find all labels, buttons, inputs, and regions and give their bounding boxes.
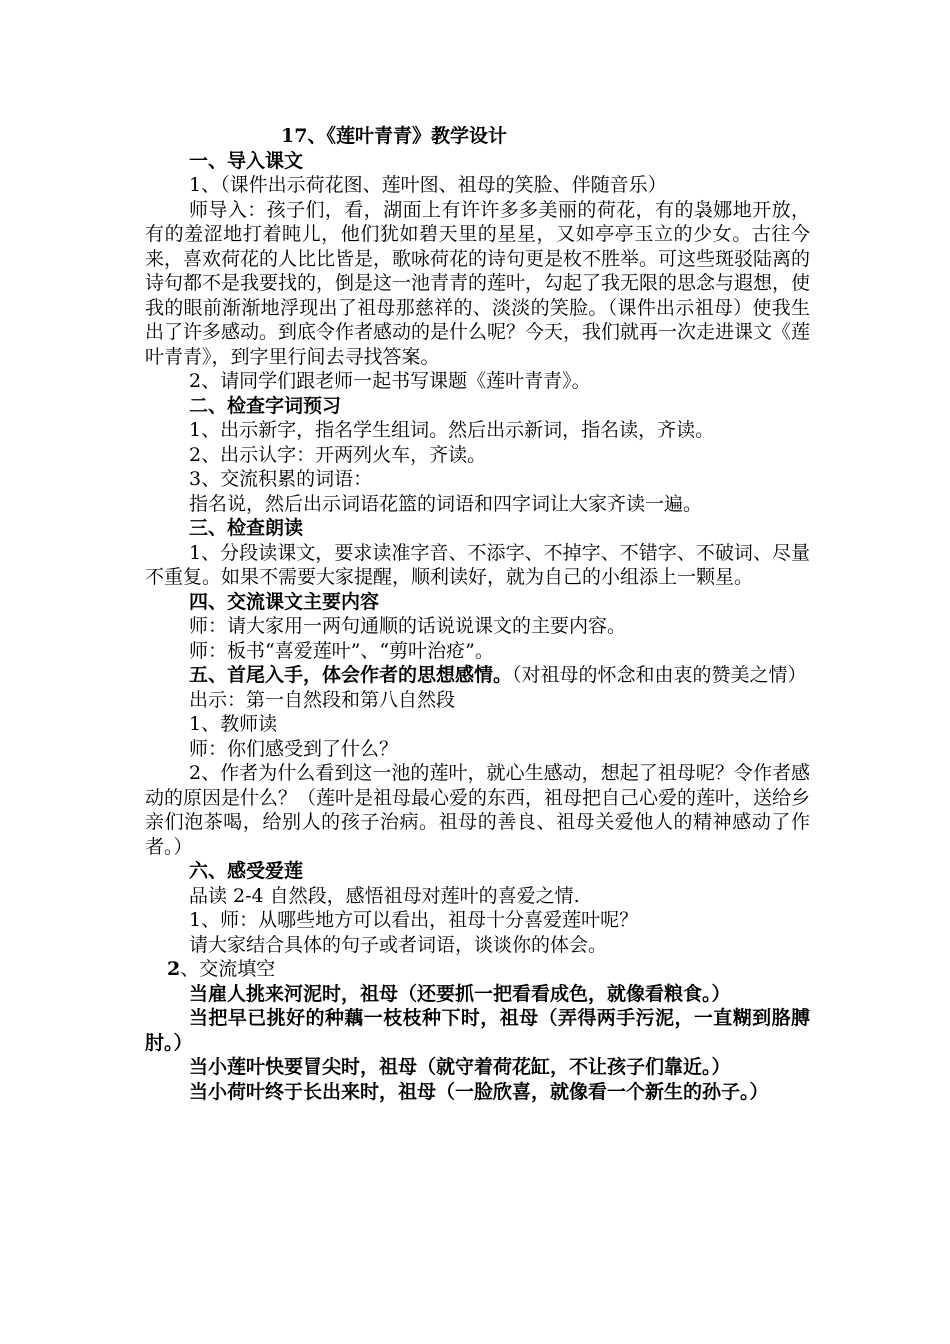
- fill-in-sentence: 当小荷叶终于长出来时，祖母（一脸欣喜，就像看一个新生的孙子。）: [189, 1080, 769, 1103]
- paragraph: 3、交流积累的词语：: [189, 468, 373, 490]
- page-title: 17、《莲叶青青》教学设计: [281, 125, 507, 147]
- paragraph: 1、出示新字，指名学生组词。然后出示新词，指名读，齐读。: [189, 419, 715, 441]
- list-text: 、交流填空: [180, 958, 276, 980]
- fill-in-sentence: 当把早已挑好的种藕一枝枝种下时，祖母（弄得两手污泥，一直糊到胳膊肘。）: [145, 1007, 810, 1054]
- paragraph: 2、请同学们跟老师一起书写课题《莲叶青青》。: [189, 370, 591, 392]
- paragraph: 1、分段读课文，要求读准字音、不添字、不掉字、不错字、不破词、尽量不重复。如果不需要大家提醒，顺利读好，就为自己的小组添上一颗星。: [145, 541, 810, 588]
- paragraph: 师：板书“喜爱莲叶”、“剪叶治疮”。: [189, 639, 494, 662]
- section-heading-5: 五、首尾入手，体会作者的思想感情。: [189, 664, 513, 686]
- list-number: 2: [167, 958, 181, 980]
- paragraph: 师导入：孩子们，看，湖面上有许许多多美丽的荷花，有的袅娜地开放，有的羞涩地打着盹儿，他们犹如碧天里的星星，又如亭亭玉立的少女。古往今来，喜欢荷花的人比比皆是，歌咏荷花的诗句更是枚不胜举。可这些斑驳陆离的诗句都不是我要找的，倒是这一池青青的莲叶，勾起了我无限的思念与遐想，使我的眼前渐渐地浮现出了祖母那慈祥的、淡淡的笑脸。（课件出示祖母）使我生出了许多感动。到底令作者感动的是什么呢？今天，我们就再一次走进课文《莲叶青青》，到字里行间去寻找答案。: [145, 198, 811, 368]
- paragraph: 2、出示认字：开两列火车，齐读。: [189, 443, 487, 466]
- document-page: [145, 124, 810, 1104]
- paragraph: 品读 2-4 自然段，感悟祖母对莲叶的喜爱之情.: [189, 884, 580, 907]
- section-heading-3: 三、检查朗读: [189, 517, 304, 539]
- section-heading-6: 六、感受爱莲: [189, 860, 304, 882]
- fill-in-sentence: 当小莲叶快要冒尖时，祖母（就守着荷花缸，不让孩子们靠近。）: [189, 1056, 731, 1078]
- paragraph: 师：你们感受到了什么？: [189, 737, 399, 760]
- section-heading-1: 一、导入课文: [189, 149, 304, 172]
- paragraph: 1、教师读: [189, 713, 278, 735]
- paragraph: 2、作者为什么看到这一池的莲叶，就心生感动，想起了祖母呢？令作者感动的原因是什么？（莲叶是祖母最心爱的东西，祖母把自己心爱的莲叶，送给乡亲们泡茶喝，给别人的孩子治病。祖母的善良、祖母关爱他人的精神感动了作者。）: [145, 762, 811, 858]
- fill-in-sentence: 当雇人挑来河泥时，祖母（还要抓一把看看成色，就像看粮食。）: [189, 982, 731, 1005]
- paragraph: 请大家结合具体的句子或者词语，谈谈你的体会。: [189, 933, 608, 956]
- paragraph: [145, 957, 810, 982]
- section-5-note: （对祖母的怀念和由衷的赞美之情）: [512, 664, 807, 686]
- paragraph: 指名说，然后出示词语花篮的词语和四字词让大家齐读一遍。: [189, 492, 703, 515]
- paragraph: 出示：第一自然段和第八自然段: [189, 688, 456, 711]
- paragraph: 1、（课件出示荷花图、莲叶图、祖母的笑脸、伴随音乐）: [189, 174, 667, 196]
- section-heading-4: 四、交流课文主要内容: [189, 590, 380, 613]
- paragraph: 师：请大家用一两句通顺的话说说课文的主要内容。: [189, 615, 627, 637]
- section-heading-2: 二、检查字词预习: [189, 394, 342, 417]
- paragraph: 1、师：从哪些地方可以看出，祖母十分喜爱莲叶呢？: [189, 909, 639, 931]
- section-5-paragraph: [145, 663, 810, 688]
